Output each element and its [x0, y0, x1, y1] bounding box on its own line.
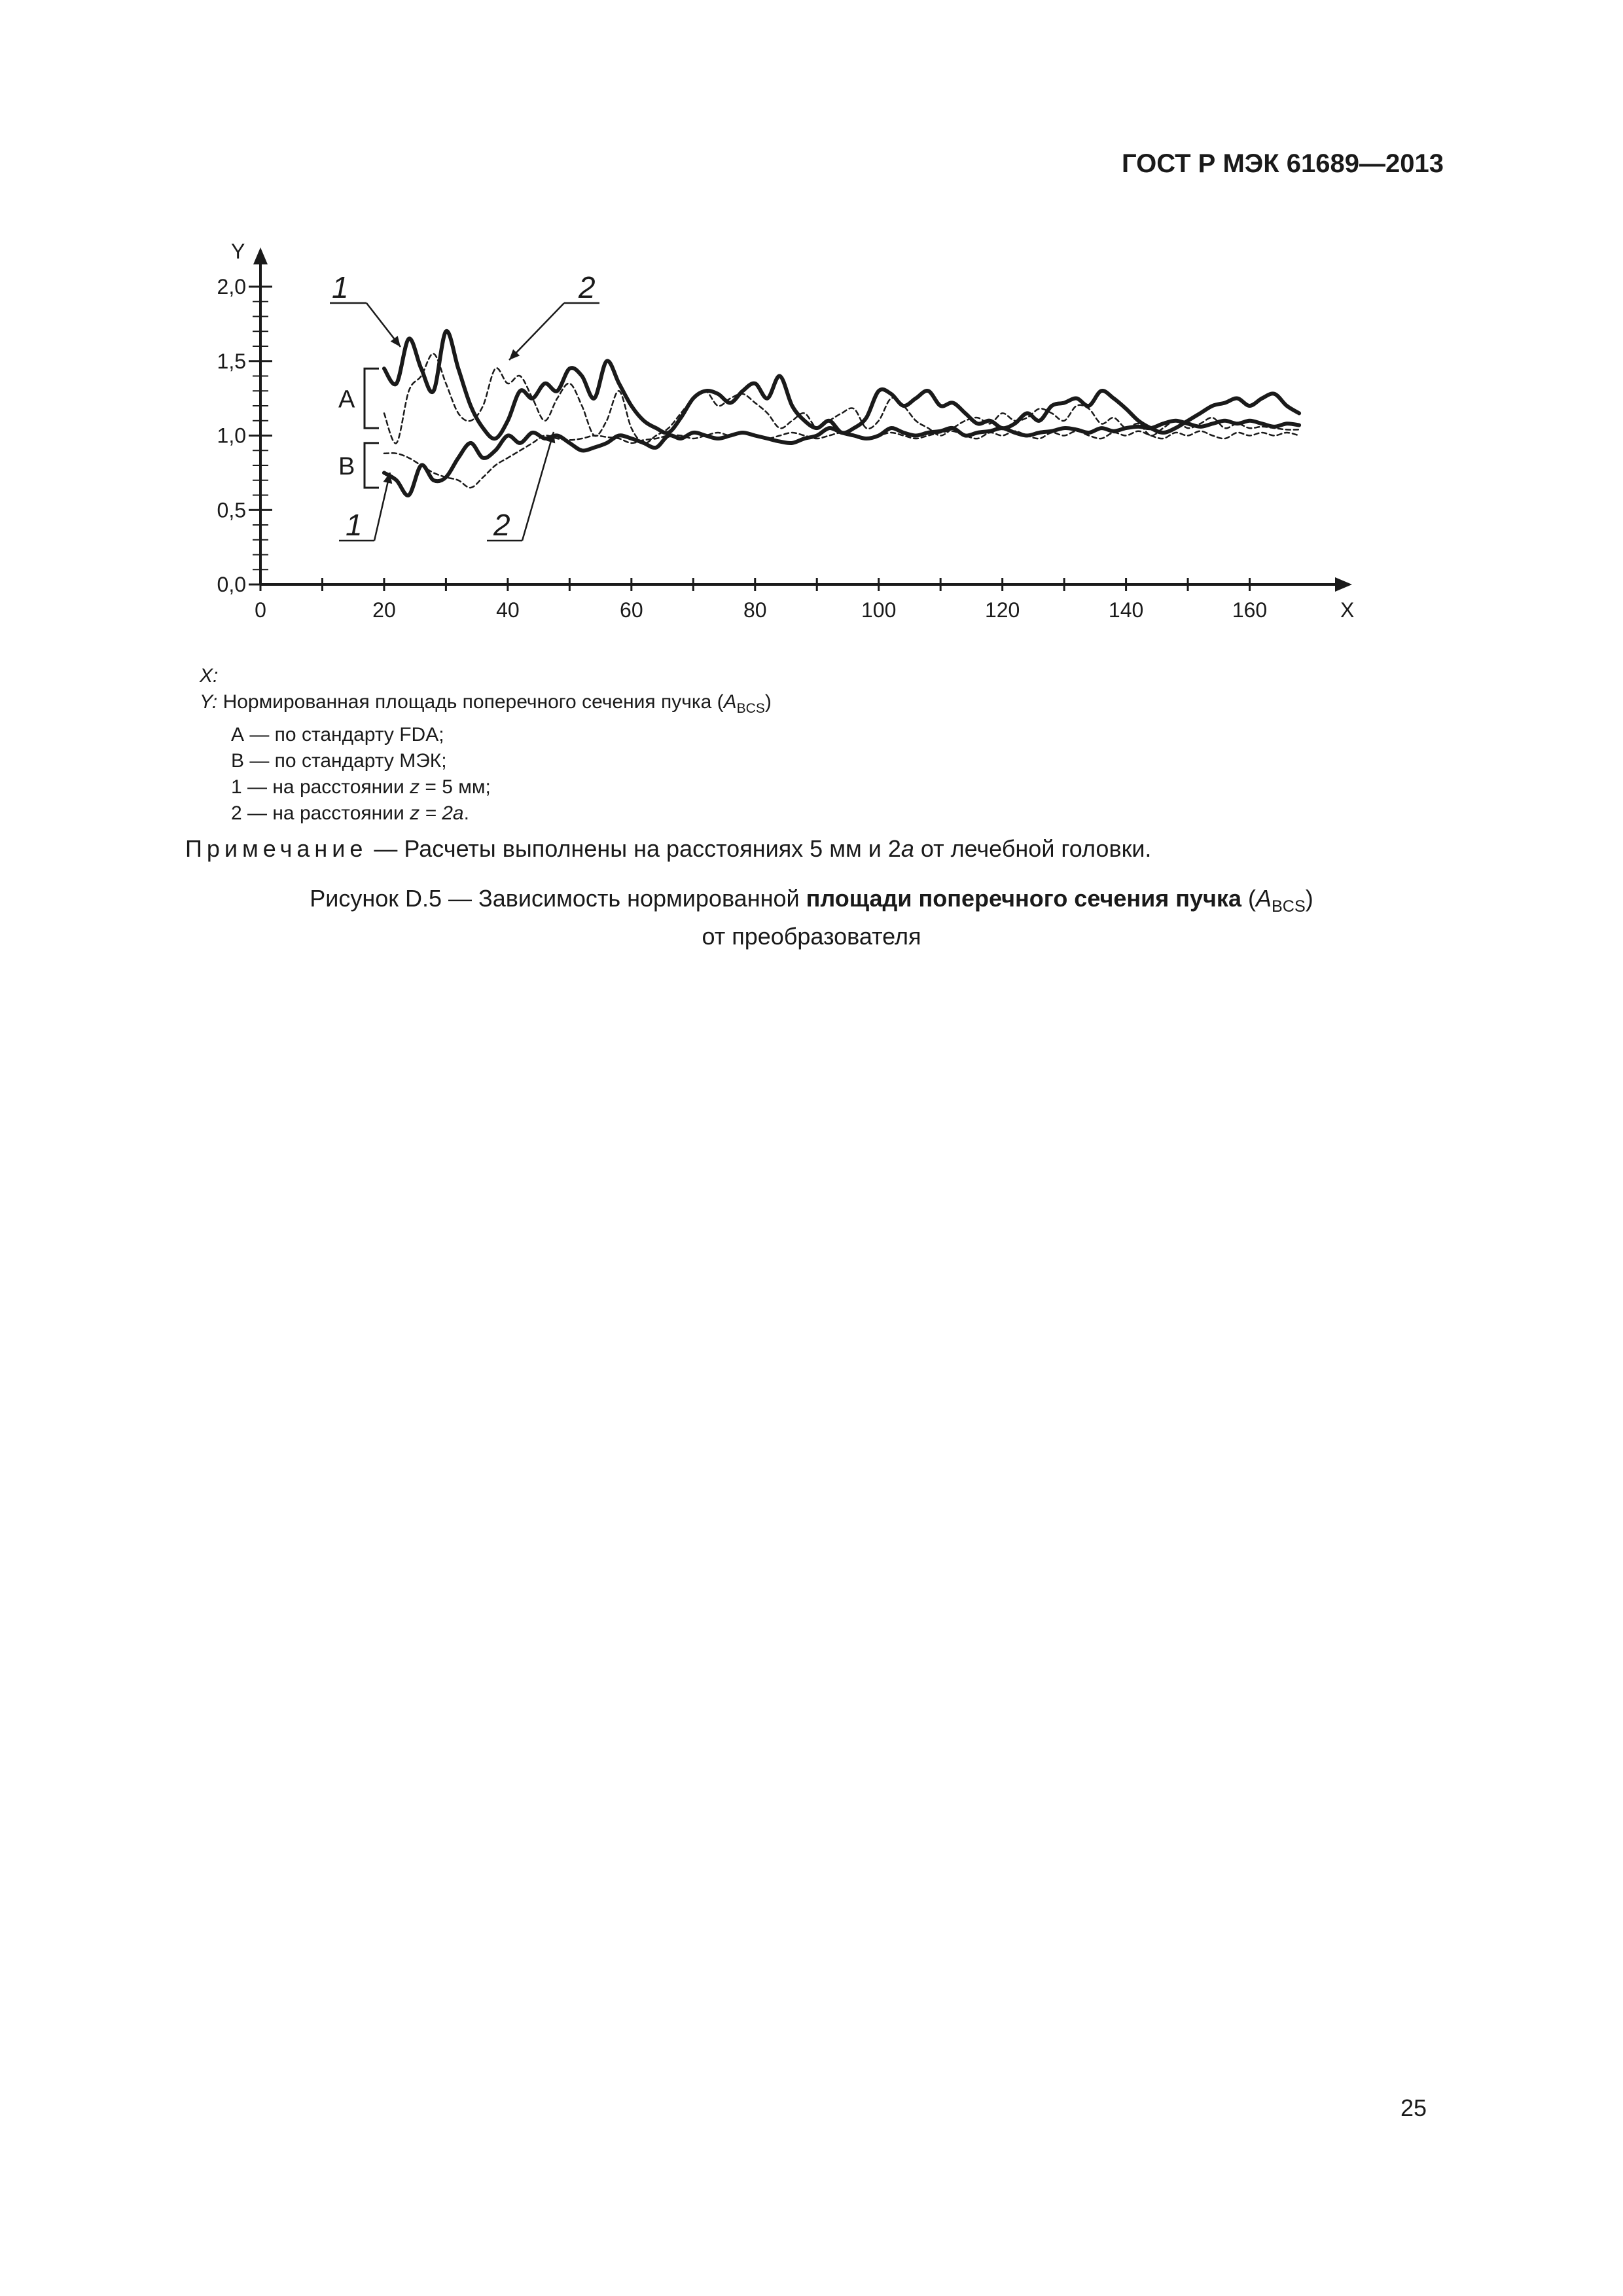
group-a-label: A	[338, 386, 355, 414]
x-tick-label: 60	[620, 598, 643, 622]
x-tick-label: 20	[372, 598, 396, 622]
y-tick-label: 0,5	[217, 498, 246, 522]
group-a-bracket	[365, 368, 379, 428]
note-label: Примечание	[185, 835, 368, 862]
legend-line-1: 1 — на расстоянии z = 5 мм;	[231, 776, 491, 798]
legend-line-a: А — по стандарту FDA;	[231, 724, 444, 745]
y-axis-arrow	[253, 247, 268, 264]
x-tick-label: 100	[861, 598, 897, 622]
y-axis-label: Y	[231, 240, 245, 263]
x-tick-label: 160	[1232, 598, 1268, 622]
y-tick-label: 1,5	[217, 349, 246, 373]
legend-line-b: В — по стандарту МЭК;	[231, 750, 447, 772]
series-b-2-line	[384, 431, 1299, 488]
x-tick-label: 80	[743, 598, 767, 622]
page-number: 25	[1400, 2094, 1427, 2121]
y-tick-label: 2,0	[217, 275, 246, 298]
legend-x: X:	[200, 665, 219, 687]
chart-annotations	[330, 270, 599, 542]
legend-line-2: 2 — на расстоянии z = 2a.	[231, 802, 469, 824]
group-b-label: B	[338, 453, 355, 480]
curve-label-leader	[374, 473, 390, 541]
curve-label-a-1: 1	[332, 270, 349, 304]
group-b-bracket	[365, 443, 379, 488]
curve-label-leader	[522, 432, 554, 541]
curve-label-b-1: 1	[346, 508, 363, 542]
series-a-2-line	[384, 353, 1299, 443]
figure-legend	[200, 663, 772, 827]
curve-label-b-2: 2	[493, 508, 510, 542]
y-tick-label: 0,0	[217, 573, 246, 596]
x-tick-label: 40	[496, 598, 520, 622]
legend-y: Y: Нормированная площадь поперечного сечения пучка $(A_{BCS})$	[200, 691, 772, 716]
x-tick-label: 0	[255, 598, 266, 622]
y-tick-label: 1,0	[217, 423, 246, 448]
x-axis-label: X	[1340, 598, 1355, 622]
x-tick-label: 140	[1108, 598, 1144, 622]
x-tick-label: 120	[984, 598, 1020, 622]
beam-area-chart	[0, 0, 1623, 655]
curve-label-leader	[509, 303, 564, 360]
x-axis-arrow	[1335, 577, 1352, 592]
document-header: ГОСТ Р МЭК 61689—2013	[1121, 149, 1444, 178]
chart-axes	[217, 240, 1355, 622]
figure-note: Примечание — Расчеты выполнены на расстояниях 5 мм и 2a от лечебной головки.	[185, 835, 1152, 862]
figure-caption: Рисунок D.5 — Зависимость нормированной площади поперечного сечения пучка $(A_{BCS})$ от преобразователя	[310, 885, 1313, 950]
curve-label-arrowhead	[391, 336, 401, 347]
curve-label-a-2: 2	[579, 270, 596, 304]
chart-series	[384, 331, 1299, 495]
